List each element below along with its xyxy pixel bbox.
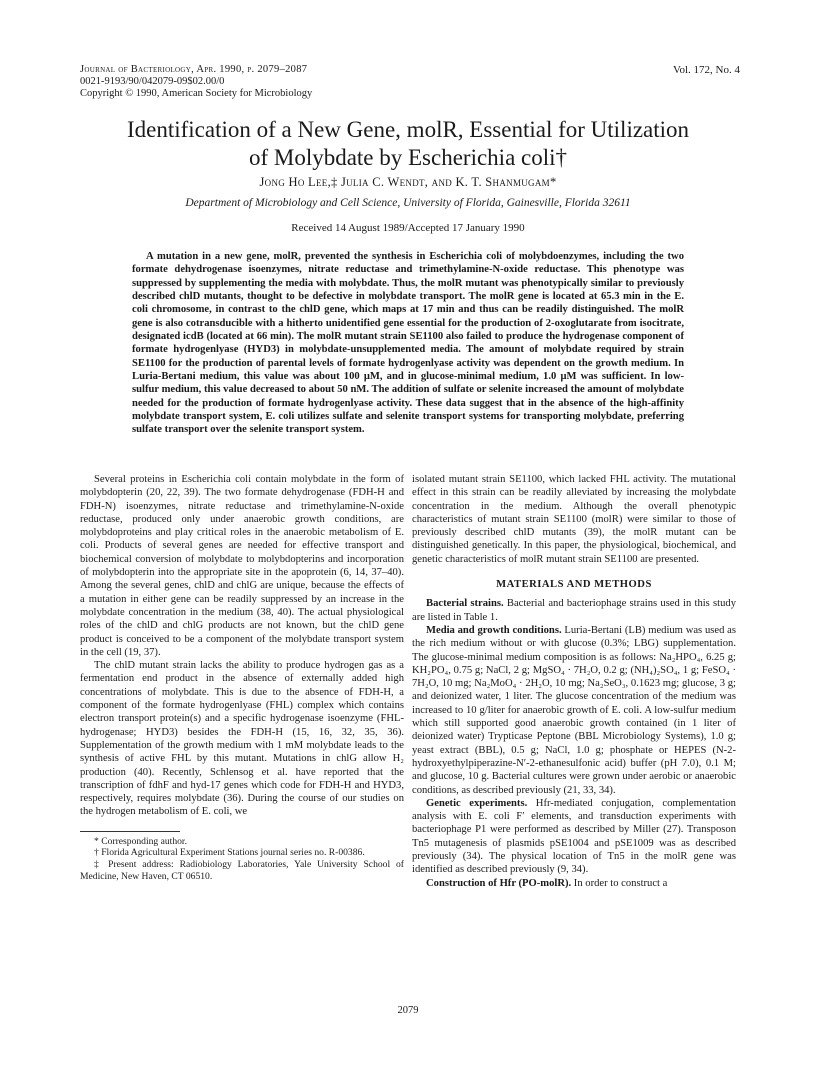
methods-paragraph — [412, 797, 736, 877]
article-title — [80, 116, 736, 172]
run-in-heading: Media and growth conditions. — [426, 624, 562, 636]
journal-header — [80, 64, 312, 100]
journal-citation: Journal of Bacteriology, Apr. 1990, p. 2079–2087 — [80, 64, 308, 75]
paragraph-text: Bacterial and bacteriophage strains used in this study are listed in Table 1. — [412, 598, 736, 623]
footnote-present-address: ‡ Present address: Radiobiology Laboratories, Yale University School of Medicine, New Haven, CT 06510. — [80, 858, 404, 882]
abstract: A mutation in a new gene, molR, prevented the synthesis in Escherichia coli of molybdoenzymes, including the two formate dehydrogenase isoenzymes, nitrate reductase and trimethylamine-N-oxide reductase. This phenotype was suppressed by supplementing the media with molybdate. Thus, the molR mutant was phenotypically similar to previously described chlD mutants, thought to be defective in molybdate transport. The molR gene is located at 65.3 min in the E. coli chromosome, in contrast to the chlD gene, which maps at 17 min and thus can be readily distinguished. The molR gene is also cotransducible with a hitherto unidentified gene essential for the production of 2-oxoglutarate from isocitrate, designated icdB (located at 66 min). The molR mutant strain SE1100 also failed to produce the hydrogenase component of formate hydrogenlyase (HYD3) in molybdate-unsupplemented media. The amount of molybdate required by strain SE1100 for the production of parental levels of formate hydrogenlyase activity was dependent on the growth medium. In Luria-Bertani medium, this value was about 100 μM, and in glucose-minimal medium, 1.0 μM was sufficient. In low-sulfur medium, this value decreased to about 50 nM. The addition of sulfate or selenite increased the amount of molybdate needed for the production of formate hydrogenlyase activity. These data suggest that in the absence of the high-affinity molybdate transport system, E. coli utilizes sulfate and selenite transport systems for transporting molybdate, preferring sulfate transport over the selenite transport system. — [132, 251, 684, 436]
methods-paragraph — [412, 597, 736, 624]
footnote-divider — [80, 831, 180, 832]
footnote-corresponding: * Corresponding author. — [94, 835, 187, 847]
title-line-1: Identification of a New Gene, molR, Essential for Utilization — [126, 117, 690, 142]
paragraph-text: Hfr-mediated conjugation, complementation analysis with E. coli F′ elements, and transduction experiments with bacteriophage P1 were performed as described by Miller (27). Transposon Tn5 mutagenesis of plasmids pSE1004 and pSE1009 was as described previously (34). The physical location of Tn5 in the molR gene was identified as described previously (9, 34). — [412, 797, 736, 876]
author-list: Jong Ho Lee,‡ Julia C. Wendt, and K. T. Shanmugam* — [259, 175, 557, 189]
copyright-line: Copyright © 1990, American Society for Microbiology — [80, 88, 313, 99]
issn-line: 0021-9193/90/042079-09$02.00/0 — [80, 76, 225, 87]
run-in-heading: Bacterial strains. — [426, 598, 504, 610]
right-column — [412, 473, 736, 890]
affiliation: Department of Microbiology and Cell Science, University of Florida, Gainesville, Florida 32611 — [185, 197, 631, 209]
methods-paragraph — [412, 877, 736, 890]
page-number: 2079 — [397, 1005, 419, 1016]
run-in-heading: Construction of Hfr (PO-molR). — [426, 877, 572, 889]
paragraph-text: In order to construct a — [571, 877, 668, 889]
body-paragraph: Several proteins in Escherichia coli contain molybdate in the form of molybdopterin (20, 22, 39). The two formate dehydrogenase (FDH-H and FDH-N) isoenzymes, nitrate reductase and trimethylamine-N-oxide reductase, produced only under anaerobic growth conditions, are molybdoproteins and play critical roles in the anaerobic metabolism of E. coli. Products of several genes are needed for effective transport and biochemical conversion of molybdate to molybdopterins and incorporation of molybdopterin into the appropriate site in the apoprotein (6, 14, 37–40). Among the several genes, chlD and chlG are unique, because the effects of a mutation in either gene can be readily suppressed by an increase in the molybdate concentration in the medium (38, 40). The actual physiological roles of the chlD and chlG products are not known, but the chlD gene product is conceived to be a component of the molybdate transport system in the cell (19, 37). — [80, 474, 404, 658]
section-heading: MATERIALS AND METHODS — [496, 579, 652, 591]
volume-issue: Vol. 172, No. 4 — [672, 64, 740, 76]
title-line-2: of Molybdate by Escherichia coli† — [248, 145, 568, 170]
footnote-journal-series: † Florida Agricultural Experiment Stations journal series no. R-00386. — [94, 847, 365, 859]
received-dates: Received 14 August 1989/Accepted 17 January 1990 — [291, 222, 525, 234]
run-in-heading: Genetic experiments. — [426, 797, 528, 809]
methods-paragraph — [412, 624, 736, 797]
body-paragraph: The chlD mutant strain lacks the ability to produce hydrogen gas as a fermentation end product in the absence of externally added high concentrations of molybdate. This is due to the absence of FDH-H, a component of the formate hydrogenlyase (FHL) complex which contains electron transport protein(s) and a specific hydrogenase isoenzyme (FHL-hydrogenase; HYD3) besides the FDH-H (15, 16, 32, 35, 36). Supplementation of the growth medium with 1 mM molybdate leads to the synthesis of active FHL by this mutant. Mutations in chlG allow H₂ production (40). Recently, Schlensog et al. have reported that the transcription of fdhF and hyd-17 genes which code for FDH-H and HYD3, respectively, requires molybdate (36). During the course of our studies on the hydrogen metabolism of E. coli, we — [80, 660, 404, 818]
body-paragraph: isolated mutant strain SE1100, which lacked FHL activity. The mutational effect in this strain can be readily alleviated by increasing the molybdate concentration in the medium. Although the overall phenotypic characteristics of mutant strain SE1100 (molR) were similar to those of previously described chlD mutants (39), the molR mutant can be distinguished genetically. In this paper, the physiological, biochemical, and genetic characteristics of molR mutant strain SE1100 are presented. — [412, 474, 736, 565]
left-column — [80, 473, 404, 882]
paragraph-text: Luria-Bertani (LB) medium was used as the rich medium without or with glucose (0.3%; LBG) supplementation. The glucose-minimal medium composition is as follows: Na₂HPO₄, 6.25 g; KH₂PO₄, 0.75 g; NaCl, 2 g; MgSO₄ · 7H₂O, 0.2 g; (NH₄)₂SO₄, 1 g; FeSO₄ · 7H₂O, 10 mg; Na₂MoO₄ · 2H₂O, 10 mg; Na₂SeO₃, 0.1623 mg; glucose, 3 g; and deionized water, 1 liter. The glucose concentration of the medium was increased to 10 g/liter for anaerobic growth of E. coli. A low-sulfur medium which still supported good anaerobic growth contained (in 1 liter of deionized water) Trypticase Peptone (BBL Microbiology Systems), 1.0 g; yeast extract (BBL), 0.5 g; NaCl, 1.0 g; phosphate or HEPES (N-2-hydroxyethylpiperazine-N′-2-ethanesulfonic acid) buffer (pH 7.0), 0.1 M; and glucose, 10 g. Bacterial cultures were grown under aerobic or anaerobic conditions, as described previously (21, 33, 34). — [412, 624, 736, 796]
